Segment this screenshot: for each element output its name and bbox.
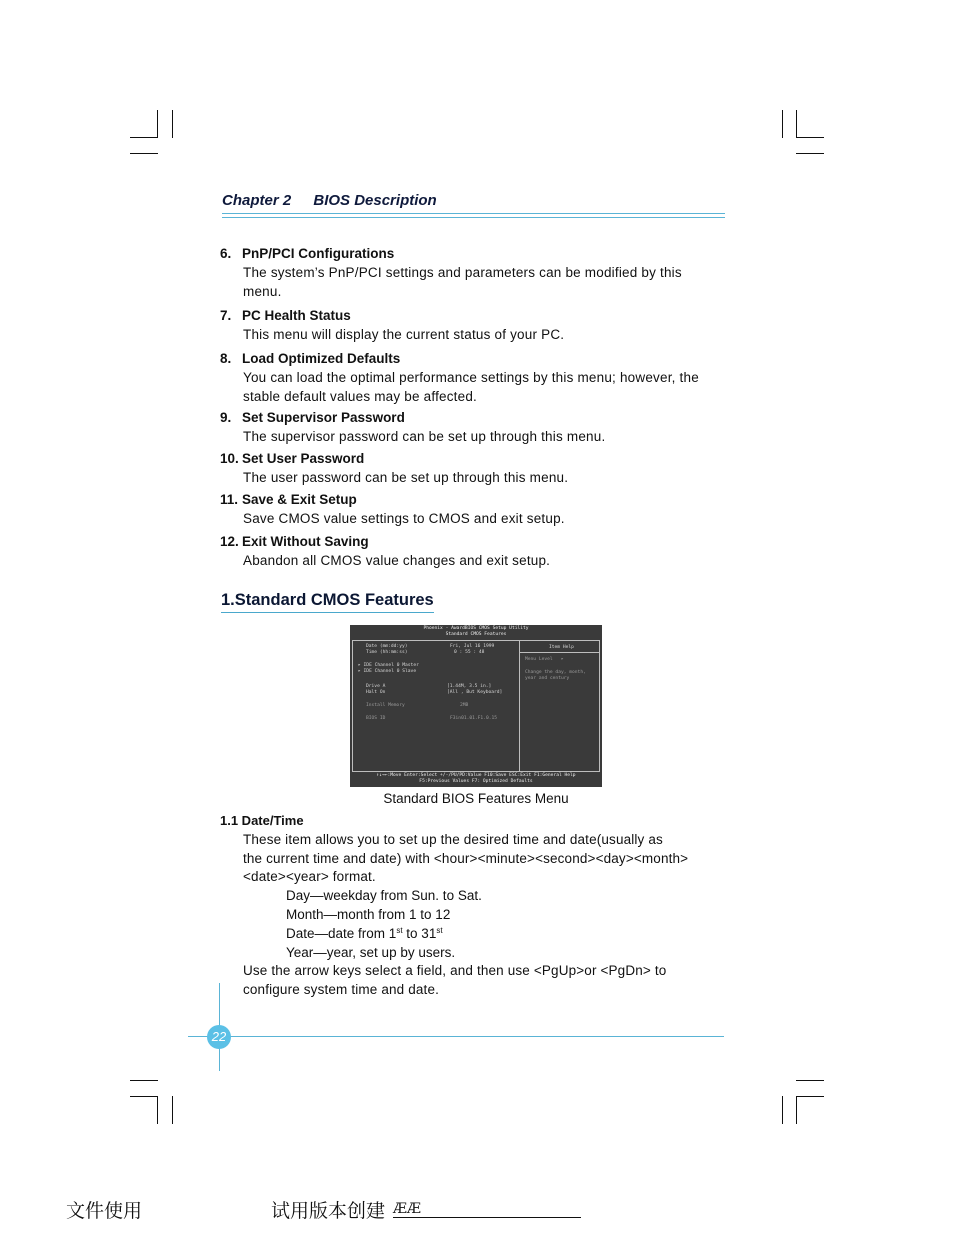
bios-footer: F5:Previous Values F7: Optimized Defaults (419, 778, 533, 784)
crop-mark (796, 137, 824, 138)
section-title: 1.Standard CMOS Features (221, 591, 434, 613)
bios-halt-value: [All , But Keyboard] (447, 690, 503, 695)
bios-subtitle: Standard CMOS Features (445, 631, 507, 637)
item-desc: The system’s PnP/PCI settings and parameters can be modified by this (243, 265, 682, 280)
crop-mark (130, 1080, 158, 1081)
bios-footer: ↑↓→←:Move Enter:Select +/-/PU/PD:Value F10:Save ESC:Exit F1:General Help (376, 773, 576, 778)
footer-underline (393, 1217, 581, 1218)
subsection-date-time (220, 812, 740, 1000)
item-desc: Abandon all CMOS value changes and exit setup. (243, 553, 551, 568)
item-desc: menu. (243, 284, 282, 299)
item-desc: Save CMOS value settings to CMOS and exit setup. (243, 511, 565, 526)
item-number: 9. (220, 410, 232, 425)
list-item (220, 244, 730, 301)
item-title: Exit Without Saving (242, 534, 369, 549)
page-rule-horizontal (188, 1036, 724, 1037)
item-number: 12. (220, 534, 239, 549)
bios-help-title: Item Help (549, 645, 574, 650)
bios-mem-label: Install Memory (366, 703, 405, 708)
list-item (220, 306, 730, 344)
item-title: Save & Exit Setup (242, 492, 357, 507)
item-title: PnP/PCI Configurations (242, 246, 395, 261)
chapter-header (222, 192, 455, 209)
crop-mark (172, 110, 173, 138)
crop-mark (782, 1096, 783, 1124)
footer-tag: ÆÆ (393, 1201, 422, 1217)
chapter-label: Chapter 2 (222, 192, 292, 209)
paragraph-line: configure system time and date. (243, 982, 439, 998)
list-item (220, 408, 730, 446)
crop-mark (157, 1096, 158, 1124)
item-number: 8. (220, 351, 232, 366)
item-desc: The supervisor password can be set up through this menu. (243, 429, 606, 444)
item-number: 10. (220, 451, 239, 466)
bios-divider (520, 652, 599, 653)
paragraph-line: <date><year> format. (243, 869, 376, 885)
item-desc: stable default values may be affected. (243, 389, 477, 404)
bios-title: Phoenix - AwardBIOS CMOS Setup Utility (423, 626, 529, 631)
crop-mark (796, 110, 797, 138)
crop-mark (130, 1096, 158, 1097)
bios-time-value: 0 : 55 : 48 (454, 650, 485, 655)
bios-time-label: Time (hh:mm:ss) (366, 650, 408, 655)
bios-date-label: Date (mm:dd:yy) (366, 644, 408, 649)
crop-mark (796, 153, 824, 154)
header-rule (222, 217, 725, 218)
bios-drive-value: [1.44M, 3.5 in.] (447, 684, 492, 689)
item-desc: The user password can be set up through this menu. (243, 470, 569, 485)
item-desc: This menu will display the current status of your PC. (243, 327, 565, 342)
bios-help-text: year and century (525, 676, 570, 681)
list-item-year: Year—year, set up by users. (286, 944, 456, 960)
item-title: PC Health Status (242, 308, 351, 323)
crop-mark (796, 1096, 797, 1124)
item-number: 7. (220, 308, 232, 323)
bios-screenshot (350, 625, 602, 787)
footer-left: 文件使用 (66, 1200, 143, 1222)
figure-caption: Standard BIOS Features Menu (383, 791, 569, 806)
list-item (220, 532, 730, 570)
item-number: 11. (220, 492, 239, 507)
list-item (220, 449, 730, 487)
crop-mark (130, 153, 158, 154)
crop-mark (796, 1080, 824, 1081)
list-item (220, 490, 730, 528)
item-title: Load Optimized Defaults (242, 351, 401, 366)
bios-date-value: Fri, Jul 16 1999 (450, 644, 495, 649)
bios-drive-label: Drive A (366, 684, 386, 689)
bios-mem-value: 2MB (460, 703, 469, 708)
item-number: 6. (220, 246, 232, 261)
list-item (220, 349, 730, 406)
list-item-month: Month—month from 1 to 12 (286, 906, 451, 922)
bios-help-text: Change the day, month, (525, 670, 586, 675)
item-desc: You can load the optimal performance settings by this menu; however, the (243, 370, 699, 385)
page-number: 22 (207, 1025, 231, 1049)
crop-mark (782, 110, 783, 138)
list-item-date: Date—date from 1st to 31st (286, 925, 443, 941)
bios-id-value: F3in01.01.F1.0.15 (450, 716, 498, 721)
paragraph-line: Use the arrow keys select a field, and then use <PgUp>or <PgDn> to (243, 963, 667, 979)
header-rule (222, 213, 725, 214)
list-item-day: Day—weekday from Sun. to Sat. (286, 888, 482, 904)
crop-mark (157, 110, 158, 138)
bios-divider (519, 640, 520, 771)
bios-ide-master: ▸ IDE Channel 0 Master (358, 663, 419, 668)
crop-mark (796, 1096, 824, 1097)
footer-right: 试用版本创建 (271, 1200, 386, 1222)
subsection-title: 1.1 Date/Time (220, 813, 304, 828)
bios-ide-slave: ▸ IDE Channel 0 Slave (358, 669, 417, 674)
chapter-title: BIOS Description (313, 192, 437, 209)
bios-menu-level: Menu Level ▸ (525, 657, 564, 662)
item-title: Set User Password (242, 451, 365, 466)
crop-mark (172, 1096, 173, 1124)
bios-id-label: BIOS ID (366, 716, 386, 721)
item-title: Set Supervisor Password (242, 410, 405, 425)
bios-halt-label: Halt On (366, 690, 386, 695)
crop-mark (130, 137, 158, 138)
paragraph-line: These item allows you to set up the desired time and date(usually as (243, 831, 663, 847)
paragraph-line: the current time and date) with <hour><minute><second><day><month> (243, 850, 689, 866)
